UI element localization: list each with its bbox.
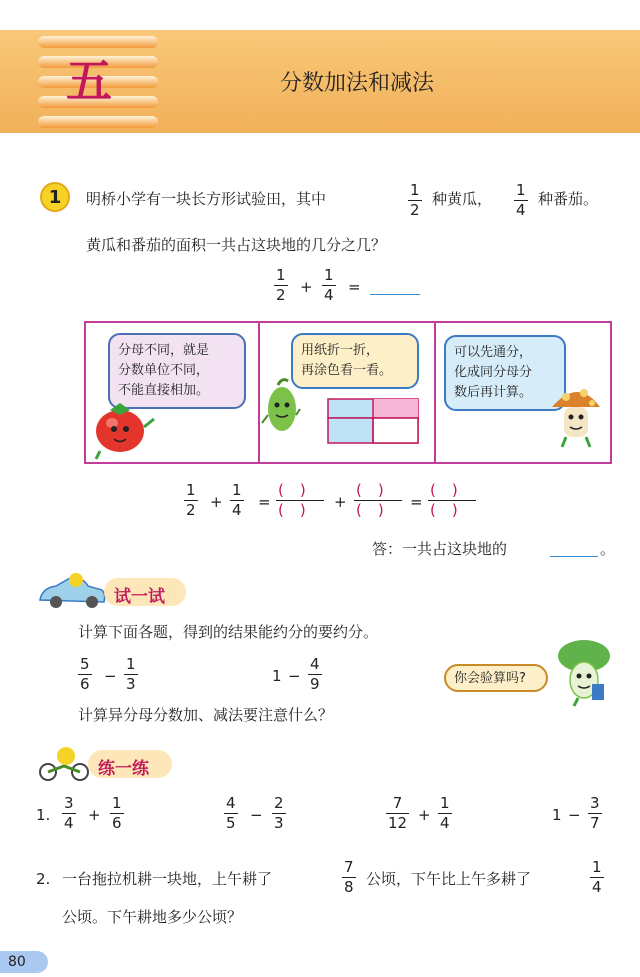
equation2-plus-2: + (334, 493, 347, 511)
pepper-speech-bubble: 用纸折一折， 再涂色看一看。 (291, 333, 419, 389)
try-question: 计算异分母分数加、减法要注意什么？ (78, 706, 334, 724)
page-number: 80 (0, 951, 48, 973)
bike-icon (36, 744, 94, 782)
chapter-title: 分数加法和减法 (280, 71, 435, 96)
equation2-plus-1: + (210, 493, 223, 511)
q1a-frac-a: 3 4 (64, 794, 74, 832)
q2-frac-1: 7 8 (344, 858, 354, 896)
mushroom-icon (552, 389, 600, 447)
example-line1-c: 种番茄。 (538, 190, 599, 208)
vegetable-character-icon (550, 636, 618, 708)
example-line1-a: 明桥小学有一块长方形试验田，其中 (86, 190, 327, 208)
equation2-blank-frac-3[interactable]: () () (430, 481, 474, 519)
try-instruction: 计算下面各题，得到的结果能约分的要约分。 (78, 623, 379, 641)
equation2-frac-b: 1 4 (232, 481, 242, 519)
try-p2-frac-b: 4 9 (310, 655, 320, 693)
q2-text-c: 公顷。下午耕地多少公顷？ (62, 908, 243, 926)
example-badge: 1 (40, 182, 70, 212)
mushroom-speech-bubble: 可以先通分， 化成同分母分 数后再计算。 (444, 335, 566, 411)
q1d-op: − (568, 806, 581, 824)
answer-end: 。 (600, 540, 616, 558)
q2-text-a: 一台拖拉机耕一块地，上午耕了 (62, 870, 273, 888)
equation2-blank-frac-1[interactable]: () () (278, 481, 322, 519)
q1c-op: + (418, 806, 431, 824)
q1b-frac-a: 4 5 (226, 794, 236, 832)
q2-text-b: 公顷，下午比上午多耕了 (366, 870, 532, 888)
chapter-header (0, 30, 640, 133)
try-p2-whole: 1 (272, 667, 282, 685)
try-p1-frac-b: 1 3 (126, 655, 136, 693)
answer-blank[interactable] (550, 556, 598, 557)
try-p1-op: − (104, 667, 117, 685)
folded-paper-diagram (328, 399, 418, 443)
chapter-number: 五 (66, 54, 112, 108)
q1c-frac-a: 7 12 (388, 794, 408, 832)
equation1-blank[interactable] (370, 294, 420, 295)
try-section-title: 试一试 (114, 587, 165, 607)
q1d-whole: 1 (552, 806, 562, 824)
q1a-op: + (88, 806, 101, 824)
q2-frac-2: 1 4 (592, 858, 602, 896)
q1d-frac-b: 3 7 (590, 794, 600, 832)
example-line2: 黄瓜和番茄的面积一共占这块地的几分之几？ (86, 236, 387, 254)
thinking-box (84, 321, 612, 464)
answer-text: 答：一共占这块地的 (372, 540, 508, 558)
equation2-blank-frac-2[interactable]: () () (356, 481, 400, 519)
car-icon (36, 572, 108, 610)
example-line1-b: 种黄瓜， (432, 190, 493, 208)
practice-section-title: 练一练 (98, 759, 149, 779)
q1c-frac-b: 1 4 (440, 794, 450, 832)
tomato-speech-bubble: 分母不同，就是 分数单位不同， 不能直接相加。 (108, 333, 246, 409)
q1b-op: − (250, 806, 263, 824)
try-p1-frac-a: 5 6 (80, 655, 90, 693)
equation1-frac-a: 1 2 (276, 266, 286, 304)
equation1-plus: + (300, 278, 313, 296)
q1b-frac-b: 2 3 (274, 794, 284, 832)
q2-number: 2. (36, 870, 51, 888)
fraction-quarter: 1 4 (516, 181, 526, 219)
q1a-frac-b: 1 6 (112, 794, 122, 832)
equation1-frac-b: 1 4 (324, 266, 334, 304)
equation2-equals-2: = (410, 493, 423, 511)
equation1-equals: = (348, 278, 361, 296)
tomato-icon (96, 403, 154, 459)
equation2-equals-1: = (258, 493, 271, 511)
illustrations (86, 323, 610, 462)
pepper-icon (262, 380, 300, 431)
equation2-frac-a: 1 2 (186, 481, 196, 519)
fraction-half: 1 2 (410, 181, 420, 219)
check-speech-bubble: 你会验算吗? (444, 664, 548, 692)
try-p2-op: − (288, 667, 301, 685)
q1-number: 1. (36, 806, 51, 824)
